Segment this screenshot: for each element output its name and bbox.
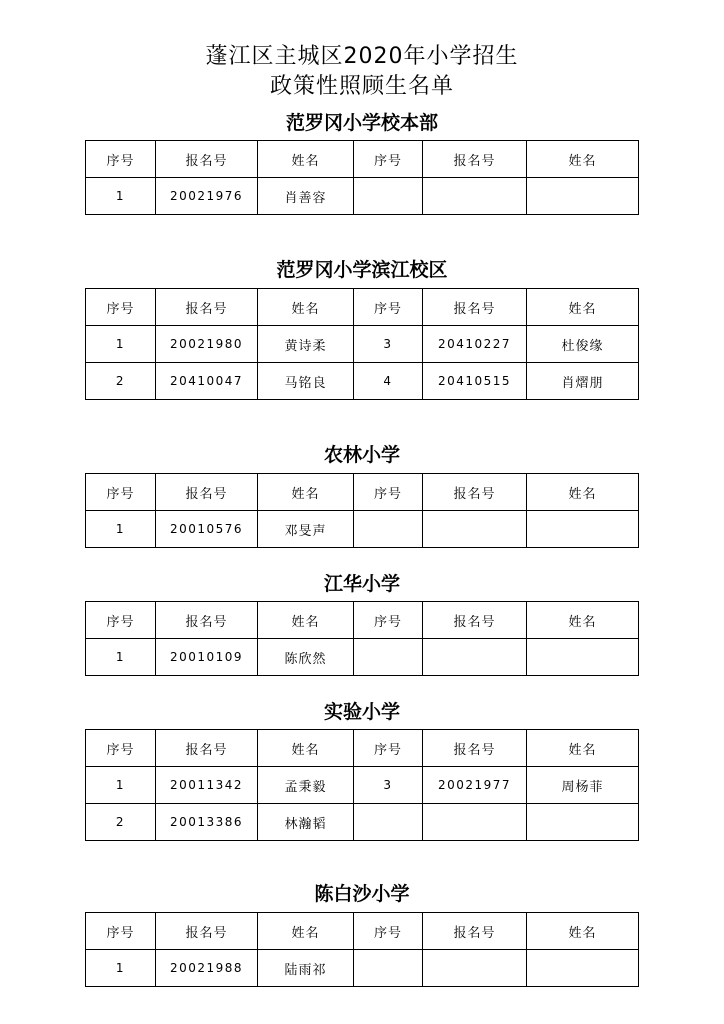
table-cell bbox=[527, 950, 639, 987]
table-cell: 马铭良 bbox=[258, 363, 354, 400]
table-row bbox=[86, 804, 639, 841]
column-header: 序号 bbox=[86, 141, 156, 178]
header-row bbox=[86, 141, 639, 178]
table-row bbox=[86, 326, 639, 363]
title-line-2: 政策性照顾生名单 bbox=[269, 74, 454, 99]
table-cell: 4 bbox=[354, 363, 423, 400]
roster-table bbox=[85, 729, 639, 841]
column-header: 序号 bbox=[354, 141, 423, 178]
column-header: 报名号 bbox=[423, 730, 527, 767]
table-cell: 20013386 bbox=[156, 804, 258, 841]
table-cell: 1 bbox=[86, 950, 156, 987]
column-header: 报名号 bbox=[423, 289, 527, 326]
table-cell: 3 bbox=[354, 326, 423, 363]
table-cell bbox=[423, 178, 527, 215]
header-row bbox=[86, 474, 639, 511]
table-cell bbox=[423, 639, 527, 676]
table-row bbox=[86, 767, 639, 804]
table-cell: 20410047 bbox=[156, 363, 258, 400]
column-header: 姓名 bbox=[258, 289, 354, 326]
roster-table bbox=[85, 601, 639, 676]
table-cell bbox=[527, 178, 639, 215]
column-header: 报名号 bbox=[156, 474, 258, 511]
column-header: 姓名 bbox=[527, 141, 639, 178]
table-cell bbox=[527, 804, 639, 841]
table-cell: 20410227 bbox=[423, 326, 527, 363]
column-header: 报名号 bbox=[423, 474, 527, 511]
column-header: 序号 bbox=[86, 730, 156, 767]
column-header: 序号 bbox=[86, 474, 156, 511]
column-header: 序号 bbox=[354, 289, 423, 326]
column-header: 姓名 bbox=[258, 602, 354, 639]
table-cell: 3 bbox=[354, 767, 423, 804]
column-header: 姓名 bbox=[258, 474, 354, 511]
table-cell: 20021980 bbox=[156, 326, 258, 363]
column-header: 姓名 bbox=[527, 913, 639, 950]
school-name: 陈白沙小学 bbox=[314, 883, 410, 905]
header-row bbox=[86, 913, 639, 950]
column-header: 序号 bbox=[86, 602, 156, 639]
table-cell: 20021977 bbox=[423, 767, 527, 804]
column-header: 姓名 bbox=[527, 602, 639, 639]
table-cell bbox=[423, 804, 527, 841]
table-cell bbox=[354, 804, 423, 841]
table-cell: 1 bbox=[86, 767, 156, 804]
table-cell: 2 bbox=[86, 363, 156, 400]
table-row bbox=[86, 639, 639, 676]
roster-table bbox=[85, 288, 639, 400]
column-header: 序号 bbox=[354, 913, 423, 950]
table-cell: 陆雨祁 bbox=[258, 950, 354, 987]
table-row bbox=[86, 511, 639, 548]
table-cell: 黄诗柔 bbox=[258, 326, 354, 363]
header-row bbox=[86, 602, 639, 639]
header-row bbox=[86, 289, 639, 326]
table-cell bbox=[527, 511, 639, 548]
table-cell: 孟秉毅 bbox=[258, 767, 354, 804]
table-cell: 20410515 bbox=[423, 363, 527, 400]
table-cell bbox=[527, 639, 639, 676]
school-name: 农林小学 bbox=[323, 444, 400, 466]
table-cell: 1 bbox=[86, 178, 156, 215]
school-name: 实验小学 bbox=[323, 701, 400, 723]
table-cell bbox=[423, 950, 527, 987]
column-header: 序号 bbox=[354, 474, 423, 511]
title-line-1: 蓬江区主城区2020年小学招生 bbox=[205, 44, 519, 69]
table-cell: 2 bbox=[86, 804, 156, 841]
table-row bbox=[86, 178, 639, 215]
table-cell: 20021976 bbox=[156, 178, 258, 215]
table-cell bbox=[354, 178, 423, 215]
table-cell: 陈欣然 bbox=[258, 639, 354, 676]
school-name: 范罗冈小学校本部 bbox=[285, 112, 438, 134]
column-header: 报名号 bbox=[423, 602, 527, 639]
table-cell bbox=[354, 511, 423, 548]
table-cell: 肖熠朋 bbox=[527, 363, 639, 400]
roster-table bbox=[85, 473, 639, 548]
table-row bbox=[86, 363, 639, 400]
column-header: 序号 bbox=[86, 913, 156, 950]
column-header: 报名号 bbox=[156, 141, 258, 178]
column-header: 报名号 bbox=[156, 730, 258, 767]
column-header: 姓名 bbox=[258, 913, 354, 950]
column-header: 序号 bbox=[86, 289, 156, 326]
header-row bbox=[86, 730, 639, 767]
table-cell: 杜俊缘 bbox=[527, 326, 639, 363]
table-cell: 20010576 bbox=[156, 511, 258, 548]
column-header: 报名号 bbox=[423, 141, 527, 178]
column-header: 报名号 bbox=[156, 913, 258, 950]
column-header: 报名号 bbox=[156, 602, 258, 639]
table-cell: 20010109 bbox=[156, 639, 258, 676]
table-cell bbox=[423, 511, 527, 548]
table-cell bbox=[354, 639, 423, 676]
table-cell: 20021988 bbox=[156, 950, 258, 987]
column-header: 序号 bbox=[354, 602, 423, 639]
column-header: 报名号 bbox=[156, 289, 258, 326]
column-header: 报名号 bbox=[423, 913, 527, 950]
school-name: 江华小学 bbox=[323, 573, 400, 595]
table-cell: 1 bbox=[86, 326, 156, 363]
column-header: 姓名 bbox=[527, 730, 639, 767]
column-header: 姓名 bbox=[527, 289, 639, 326]
school-name: 范罗冈小学滨江校区 bbox=[276, 259, 448, 281]
table-cell: 邓旻声 bbox=[258, 511, 354, 548]
table-cell: 肖善容 bbox=[258, 178, 354, 215]
column-header: 姓名 bbox=[527, 474, 639, 511]
table-cell: 林瀚韬 bbox=[258, 804, 354, 841]
table-cell: 1 bbox=[86, 639, 156, 676]
table-cell: 周杨菲 bbox=[527, 767, 639, 804]
table-cell: 1 bbox=[86, 511, 156, 548]
roster-table bbox=[85, 140, 639, 215]
column-header: 姓名 bbox=[258, 730, 354, 767]
table-cell bbox=[354, 950, 423, 987]
table-cell: 20011342 bbox=[156, 767, 258, 804]
column-header: 序号 bbox=[354, 730, 423, 767]
table-row bbox=[86, 950, 639, 987]
column-header: 姓名 bbox=[258, 141, 354, 178]
roster-table bbox=[85, 912, 639, 987]
